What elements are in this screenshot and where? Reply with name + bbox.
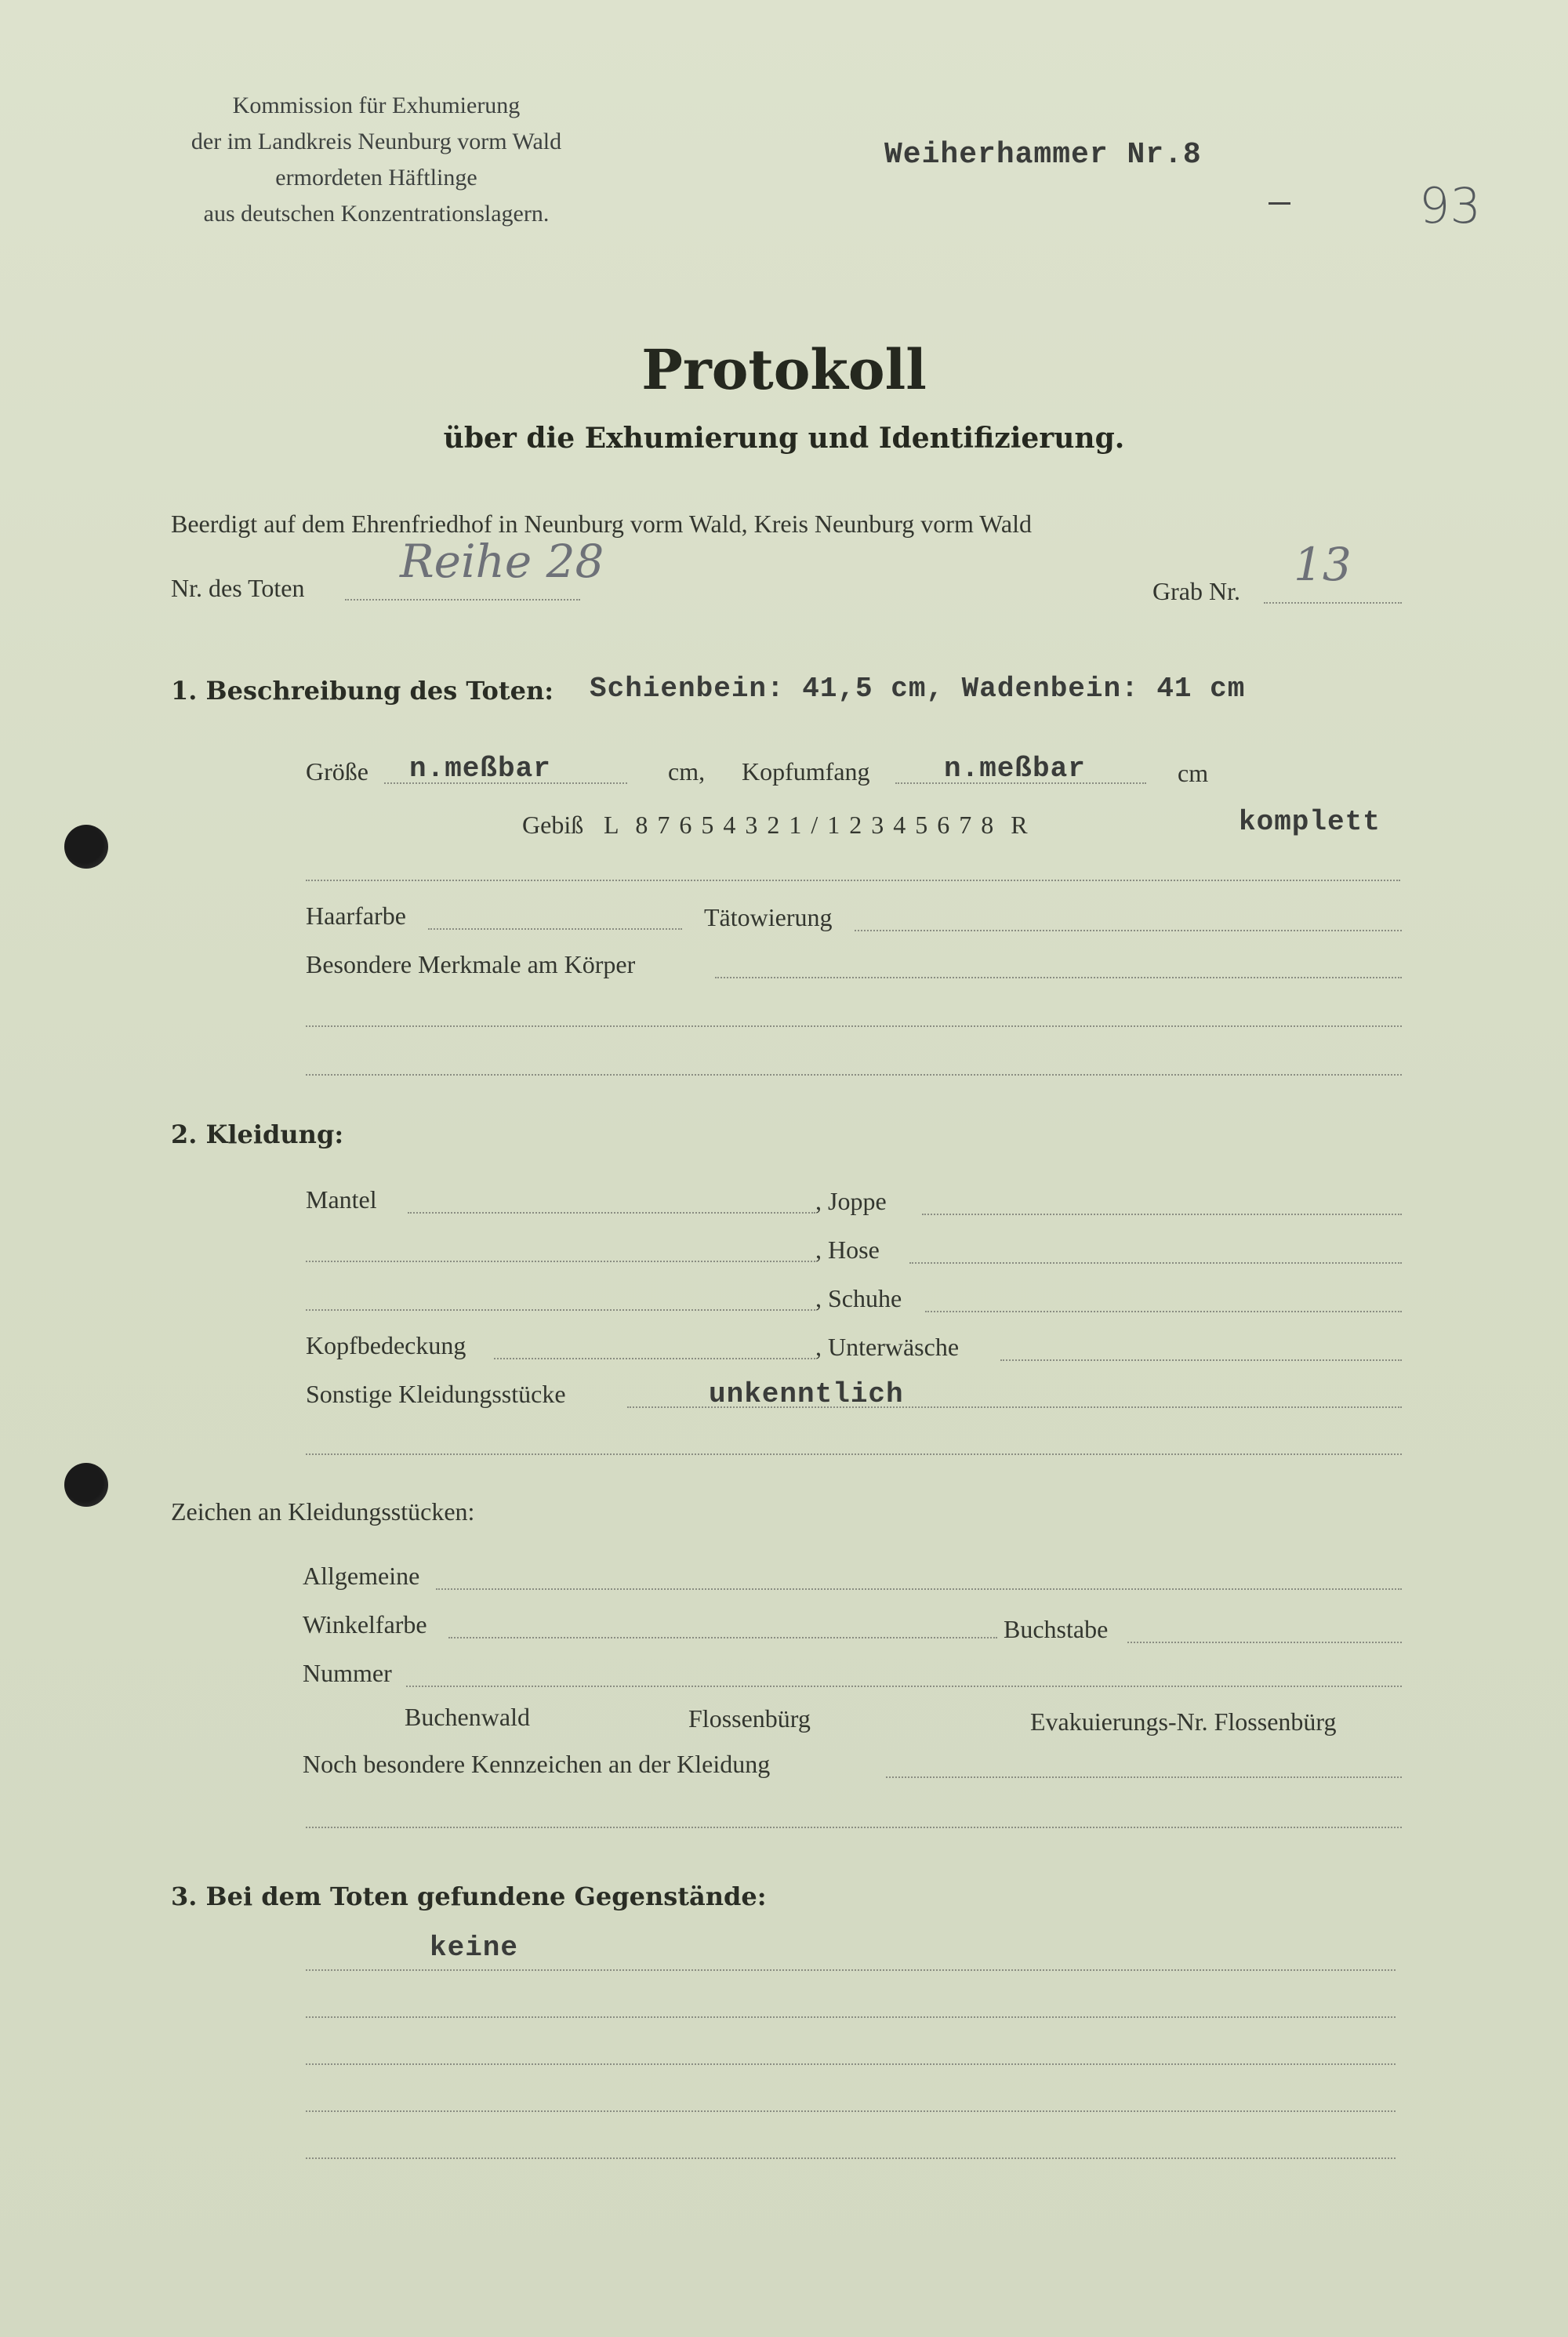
size-label: Größe: [306, 757, 368, 786]
punch-hole-bottom: [64, 1463, 108, 1507]
page-subtitle: über die Exhumierung und Identifizierung.: [443, 422, 1125, 455]
grab-label: Grab Nr.: [1152, 577, 1240, 605]
zeichen-heading: Zeichen an Kleidungsstücken:: [171, 1497, 475, 1526]
commission-line: aus deutschen Konzentrationslagern.: [203, 201, 550, 227]
cm-label-2: cm: [1178, 759, 1209, 787]
evakuierung-label: Evakuierungs-Nr. Flossenbürg: [1030, 1707, 1337, 1736]
commission-line: ermordeten Häftlinge: [275, 165, 477, 191]
flossenburg-label: Flossenbürg: [688, 1704, 811, 1733]
buchstabe-label: Buchstabe: [1004, 1615, 1109, 1643]
hair-label: Haarfarbe: [306, 902, 406, 930]
page-title: Protokoll: [641, 337, 927, 402]
nr-value: Reihe 28: [400, 535, 604, 588]
size-value: n.meßbar: [409, 753, 551, 785]
section1-heading: 1. Beschreibung des Toten:: [171, 676, 554, 706]
cm-label-1: cm,: [668, 757, 706, 786]
teeth-label: Gebiß: [522, 811, 584, 839]
joppe-label: , Joppe: [815, 1187, 887, 1215]
commission-line: Kommission für Exhumierung: [232, 93, 521, 118]
location-stamp: Weiherhammer Nr.8: [884, 138, 1202, 172]
head-label: Kopfumfang: [742, 757, 870, 786]
noch-label: Noch besondere Kennzeichen an der Kleidung: [303, 1750, 771, 1778]
mantel-label: Mantel: [306, 1185, 377, 1214]
section3-heading: 3. Bei dem Toten gefundene Gegenstände:: [171, 1882, 767, 1911]
punch-hole-top: [64, 825, 108, 869]
stamp-dash: [1269, 202, 1290, 205]
allgemeine-label: Allgemeine: [303, 1562, 420, 1590]
nr-label: Nr. des Toten: [171, 574, 305, 602]
typed-description: Schienbein: 41,5 cm, Wadenbein: 41 cm: [590, 673, 1246, 705]
schuhe-label: , Schuhe: [815, 1284, 902, 1312]
grab-value: 13: [1294, 538, 1352, 591]
marks-label: Besondere Merkmale am Körper: [306, 950, 636, 978]
page-number: 93: [1419, 177, 1481, 234]
section2-heading: 2. Kleidung:: [171, 1120, 344, 1149]
teeth-value: komplett: [1239, 806, 1381, 838]
nummer-label: Nummer: [303, 1659, 392, 1687]
kopf-label: Kopfbedeckung: [306, 1331, 466, 1359]
burial-text: Beerdigt auf dem Ehrenfriedhof in Neunburg vorm Wald, Kreis Neunburg vorm Wald: [171, 510, 1032, 538]
buchenwald-label: Buchenwald: [405, 1703, 530, 1731]
winkelfarbe-label: Winkelfarbe: [303, 1610, 427, 1638]
tattoo-label: Tätowierung: [704, 903, 833, 931]
sonstige-label: Sonstige Kleidungsstücke: [306, 1380, 566, 1408]
commission-line: der im Landkreis Neunburg vorm Wald: [191, 129, 562, 154]
unter-label: , Unterwäsche: [815, 1333, 960, 1361]
teeth-chart: L 8 7 6 5 4 3 2 1 / 1 2 3 4 5 6 7 8 R: [604, 811, 1029, 839]
hose-label: , Hose: [815, 1236, 880, 1264]
head-value: n.meßbar: [944, 753, 1086, 785]
commission-header: [157, 88, 596, 232]
section3-value: keine: [430, 1932, 519, 1964]
sonstige-value: unkenntlich: [709, 1378, 904, 1410]
